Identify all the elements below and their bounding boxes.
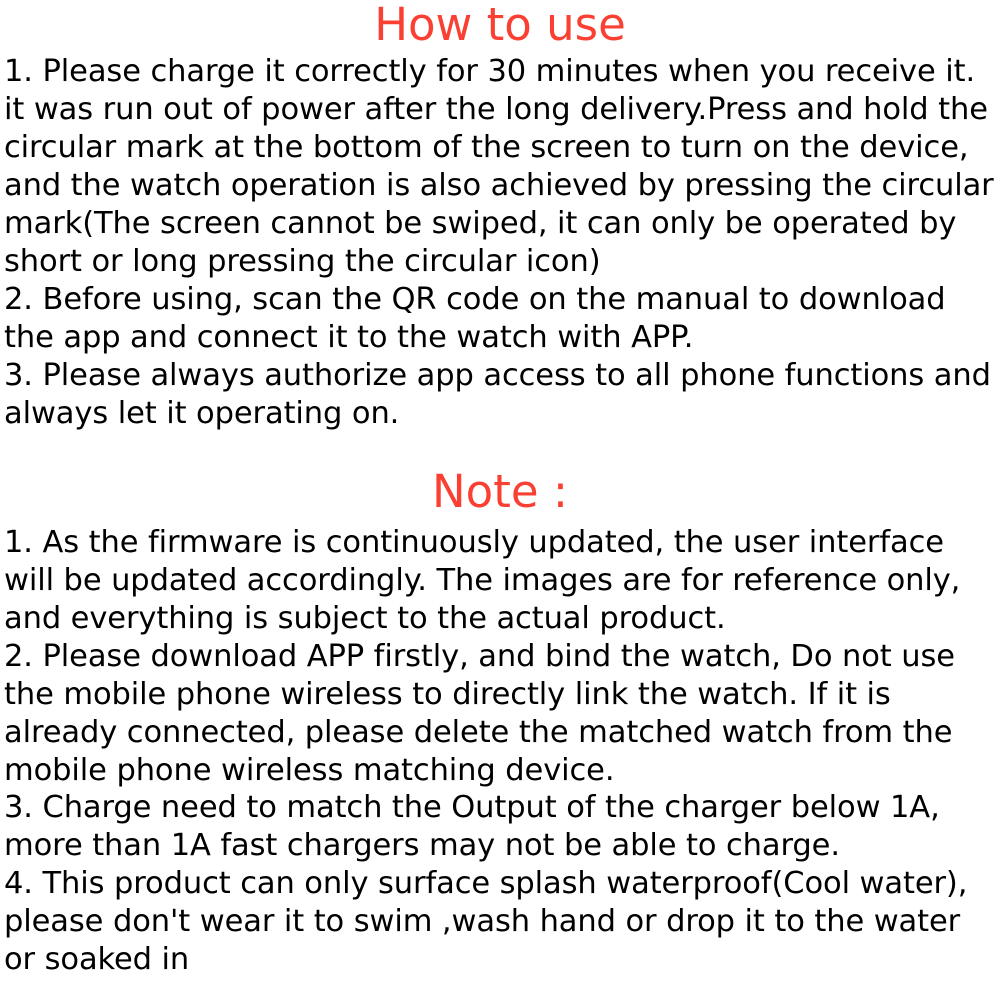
note-heading: Note : bbox=[432, 464, 568, 518]
how-to-use-heading: How to use bbox=[374, 0, 626, 51]
note-item-1: 1. As the firmware is continuously updated, the user interface will be updated accordingly. The images are for reference only, and everything is subject to the actual product. bbox=[4, 524, 961, 636]
how-to-use-step-2: 2. Before using, scan the QR code on the manual to download the app and connect it to the watch with APP. bbox=[4, 281, 946, 355]
note-body bbox=[4, 524, 996, 980]
note-item-2: 2. Please download APP firstly, and bind the watch, Do not use the mobile phone wireless to directly link the watch. If it is already connected, please delete the matched watch from the mobile phone wireless matching device. bbox=[4, 638, 955, 788]
how-to-use-step-1: 1. Please charge it correctly for 30 minutes when you receive it. it was run out of power after the long delivery.Press and hold the circular mark at the bottom of the screen to turn on the device, and the watch operation is also achieved by pressing the circular mark(The screen cannot be swiped, it can only be operated by short or long pressing the circular icon) bbox=[4, 54, 994, 279]
note-item-3: 3. Charge need to match the Output of the charger below 1A, more than 1A fast chargers may not be able to charge. bbox=[4, 790, 940, 864]
how-to-use-body bbox=[4, 53, 996, 433]
how-to-use-step-3: 3. Please always authorize app access to all phone functions and always let it operating on. bbox=[4, 357, 991, 431]
note-item-4: 4. This product can only surface splash waterproof(Cool water), please don't wear it to swim ,wash hand or drop it to the water or soaked in bbox=[4, 866, 968, 978]
